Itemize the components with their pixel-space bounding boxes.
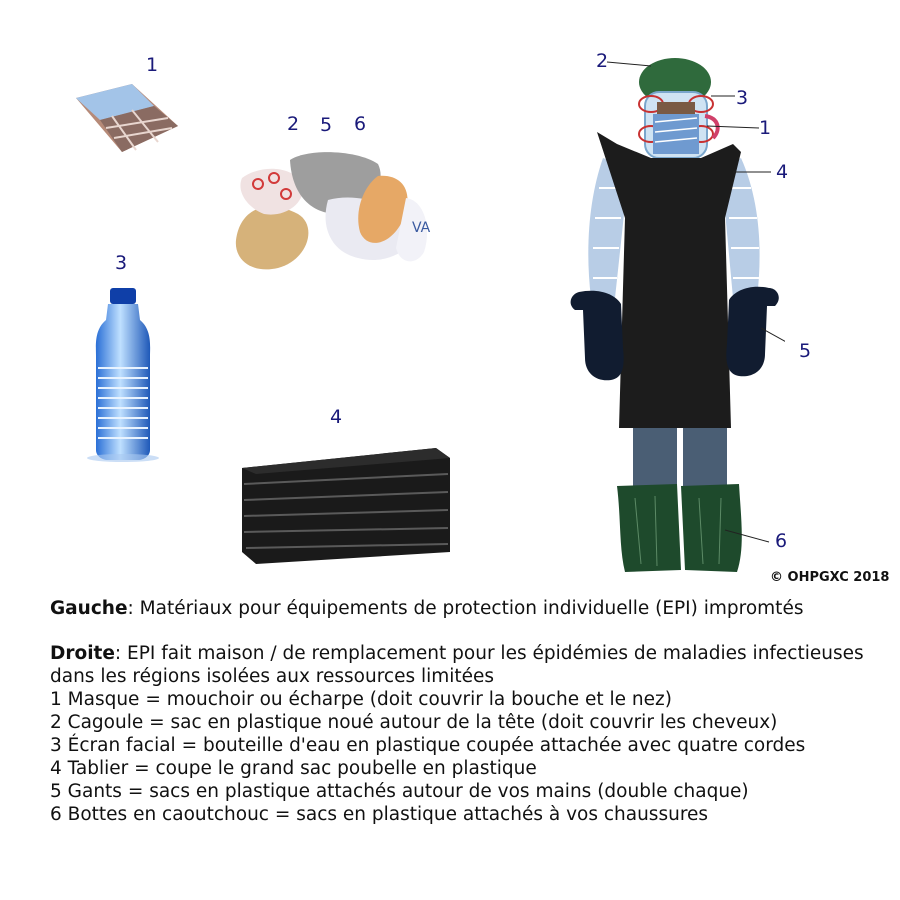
copyright-notice: © OHPGXC 2018 <box>770 570 890 585</box>
caption-left-text: : Matériaux pour équipements de protection individuelle (EPI) impromtés <box>127 598 804 619</box>
trash-bags-image <box>236 440 456 570</box>
caption-item: 5 Gants = sacs en plastique attachés autour de vos mains (double chaque) <box>50 781 749 802</box>
label-faceshield: 3 <box>736 87 749 109</box>
label-mask: 1 <box>759 117 772 139</box>
caption-right-head: Droite <box>50 643 115 664</box>
ppe-figure-image <box>545 48 788 576</box>
label-apron: 4 <box>776 161 789 183</box>
caption-item: 4 Tablier = coupe le grand sac poubelle en plastique <box>50 758 537 779</box>
plastic-bags-image <box>228 148 433 276</box>
caption-right-text: : EPI fait maison / de remplacement pour les épidémies de maladies infectieuses dans les régions isolées aux ressources limitées <box>50 643 864 687</box>
svg-text:VA: VA <box>412 220 431 236</box>
label-bags-3: 6 <box>354 113 367 135</box>
label-bags-1: 2 <box>287 113 300 135</box>
caption-right <box>50 642 890 688</box>
caption-item: 2 Cagoule = sac en plastique noué autour de la tête (doit couvrir les cheveux) <box>50 712 778 733</box>
caption-item: 3 Écran facial = bouteille d'eau en plastique coupée attachée avec quatre cordes <box>50 735 806 756</box>
label-boots: 6 <box>775 530 788 552</box>
label-gloves: 5 <box>799 340 812 362</box>
label-bottle: 3 <box>115 252 128 274</box>
label-bags-2: 5 <box>320 114 333 136</box>
label-handkerchief: 1 <box>146 54 159 76</box>
caption-item: 1 Masque = mouchoir ou écharpe (doit couvrir la bouche et le nez) <box>50 689 672 710</box>
caption-left-head: Gauche <box>50 598 128 619</box>
caption-block <box>50 597 890 826</box>
label-trashbags: 4 <box>330 406 343 428</box>
caption-item: 6 Bottes en caoutchouc = sacs en plastique attachés à vos chaussures <box>50 804 709 825</box>
water-bottle-image <box>82 286 164 462</box>
handkerchief-image <box>72 80 182 160</box>
label-hood: 2 <box>596 50 609 72</box>
caption-left <box>50 597 890 620</box>
